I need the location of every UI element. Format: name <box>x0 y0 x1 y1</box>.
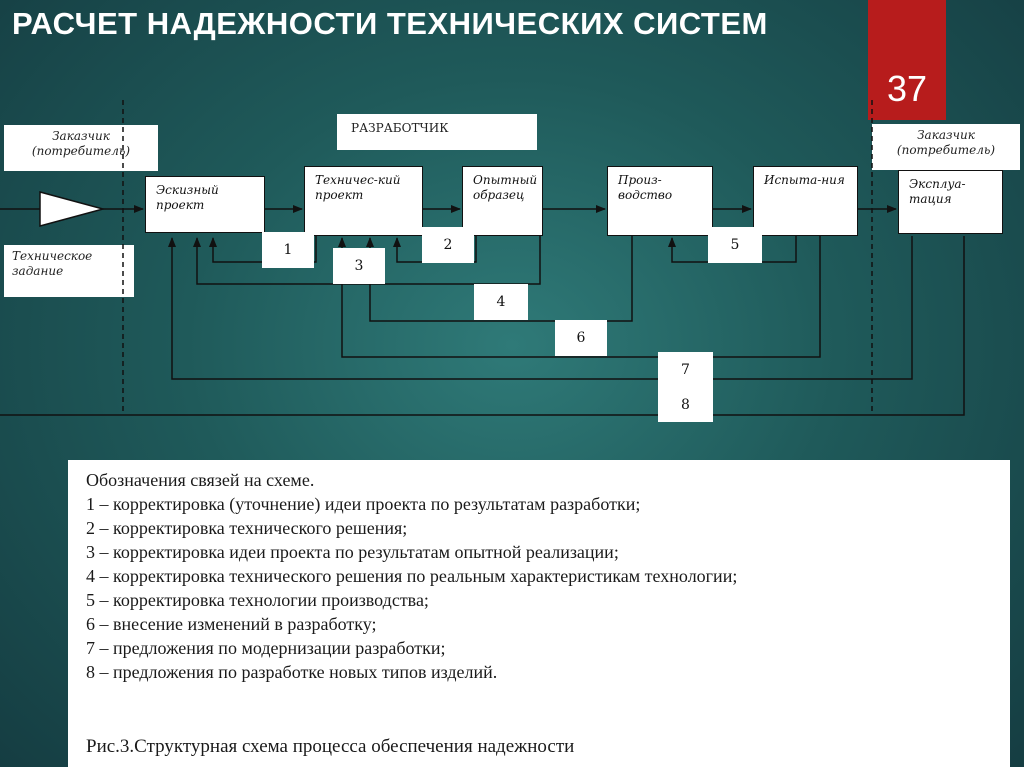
legend-item-7: 7 – предложения по модернизации разработки; <box>86 638 446 658</box>
legend-item-6: 6 – внесение изменений в разработку; <box>86 614 377 634</box>
link-8: 8 <box>658 387 713 422</box>
legend-item-5: 5 – корректировка технологии производства; <box>86 590 429 610</box>
legend-item-4: 4 – корректировка технического решения по реальным характеристикам технологии; <box>86 566 738 586</box>
legend-item-8: 8 – предложения по разработке новых типов изделий. <box>86 662 498 682</box>
legend-item-1: 1 – корректировка (уточнение) идеи проекта по результатам разработки; <box>86 494 641 514</box>
link-3: 3 <box>333 248 385 284</box>
link-1: 1 <box>262 232 314 268</box>
legend-item-3: 3 – корректировка идеи проекта по результатам опытной реализации; <box>86 542 619 562</box>
block-prototype: Опытный образец <box>462 166 543 236</box>
block-sketch: Эскизный проект <box>145 176 265 233</box>
input-triangle <box>40 192 103 226</box>
link-7: 7 <box>658 352 713 387</box>
block-tech-project: Техничес-кий проект <box>304 166 423 236</box>
block-production: Произ-водство <box>607 166 713 236</box>
page-number: 37 <box>886 68 928 109</box>
customer-right-label: Заказчик (потребитель) <box>872 124 1020 170</box>
block-exploitation: Эксплуа-тация <box>898 170 1003 234</box>
link-5: 5 <box>708 227 762 263</box>
legend-item-2: 2 – корректировка технического решения; <box>86 518 408 538</box>
tech-task-label: Техническое задание <box>4 245 134 297</box>
legend-heading: Обозначения связей на схеме. <box>86 470 315 490</box>
legend-panel <box>68 460 1010 767</box>
customer-left-label: Заказчик (потребитель) <box>4 125 158 171</box>
block-testing: Испыта-ния <box>753 166 858 236</box>
link-2: 2 <box>422 227 474 263</box>
figure-caption: Рис.3.Структурная схема процесса обеспечения надежности <box>86 736 575 757</box>
developer-label: РАЗРАБОТЧИК <box>337 114 537 150</box>
link-4: 4 <box>474 284 528 320</box>
link-6: 6 <box>555 320 607 356</box>
slide-title: РАСЧЕТ НАДЕЖНОСТИ ТЕХНИЧЕСКИХ СИСТЕМ <box>12 6 768 41</box>
